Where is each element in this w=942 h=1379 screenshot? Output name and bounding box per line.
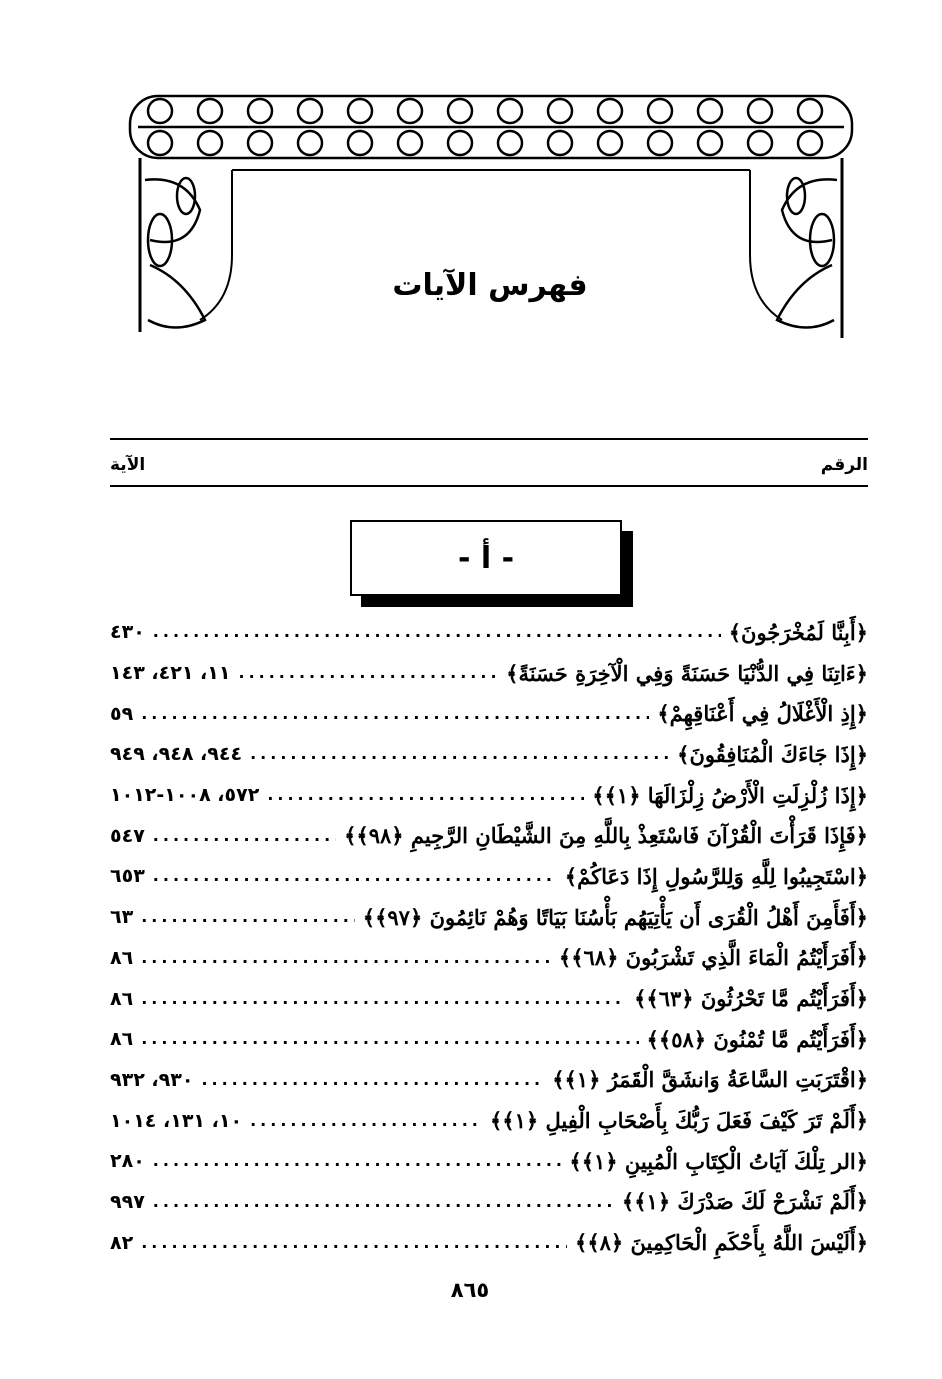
dot-leader <box>238 663 498 683</box>
index-entry <box>110 1060 868 1101</box>
dot-leader <box>141 948 551 968</box>
page-refs: ٦٣ <box>110 906 134 929</box>
page-refs: ١٠، ١٣١، ١٠١٤ <box>110 1109 243 1132</box>
verse-text: ﴿الر تِلْكَ آيَاتُ الْكِتَابِ الْمُبِينِ ﴿١﴾﴾ <box>569 1148 868 1174</box>
header-top-rule <box>110 438 868 440</box>
page-refs: ١١، ٤٢١، ١٤٣ <box>110 662 231 685</box>
verse-text: ﴿أَلَمْ نَشْرَحْ لَكَ صَدْرَكَ ﴿١﴾﴾ <box>621 1189 868 1215</box>
dot-leader <box>141 1029 638 1049</box>
page-refs: ٢٨٠ <box>110 1150 145 1173</box>
dot-leader <box>153 1151 562 1171</box>
section-letter-box <box>350 520 622 596</box>
dot-leader <box>250 744 669 764</box>
index-entry <box>110 612 868 653</box>
verse-text: ﴿أَفَأَمِنَ أَهْلُ الْقُرَى أَن يَأْتِيَهُم بَأْسُنَا بَيَاتًا وَهُمْ نَائِمُونَ ﴿٩٧﴾﴾ <box>362 904 868 930</box>
page-refs: ٩٣٠، ٩٣٢ <box>110 1068 194 1091</box>
dot-leader <box>141 907 355 927</box>
index-entry <box>110 734 868 775</box>
section-letter: - أ - <box>457 540 515 576</box>
page-refs: ٥٩ <box>110 702 134 725</box>
page-number: ٨٦٥ <box>450 1278 490 1302</box>
dot-leader <box>153 622 721 642</box>
verse-text: ﴿أَلَمْ تَرَ كَيْفَ فَعَلَ رَبُّكَ بِأَصْحَابِ الْفِيلِ ﴿١﴾﴾ <box>489 1108 868 1134</box>
index-entry <box>110 775 868 816</box>
verse-text: ﴿أَفَرَأَيْتُم مَّا تَحْرُثُونَ ﴿٦٣﴾﴾ <box>634 986 868 1012</box>
page-refs: ٩٤٤، ٩٤٨، ٩٤٩ <box>110 743 243 766</box>
page-refs: ٨٢ <box>110 1231 134 1254</box>
page-refs: ٤٣٠ <box>110 621 145 644</box>
index-entry <box>110 1100 868 1141</box>
verse-text: ﴿أَفَرَأَيْتُمُ الْمَاءَ الَّذِي تَشْرَبُونَ ﴿٦٨﴾﴾ <box>558 945 868 971</box>
verse-text: ﴿إِذَا جَاءَكَ الْمُنَافِقُونَ﴾ <box>677 741 868 767</box>
page-refs: ٩٩٧ <box>110 1190 145 1213</box>
dot-leader <box>153 866 557 886</box>
verse-text: ﴿أَفَرَأَيْتُم مَّا تُمْنُونَ ﴿٥٨﴾﴾ <box>646 1026 868 1052</box>
page-refs: ٦٥٣ <box>110 865 145 888</box>
column-header-verse: الآية <box>110 455 146 475</box>
verse-text: ﴿اقْتَرَبَتِ السَّاعَةُ وَانشَقَّ الْقَمَرُ ﴿١﴾﴾ <box>552 1067 868 1093</box>
ornamental-frame <box>0 0 942 360</box>
index-entry <box>110 1019 868 1060</box>
page-refs: ٨٦ <box>110 946 134 969</box>
page-refs: ٥٤٧ <box>110 824 145 847</box>
dot-leader <box>250 1111 482 1131</box>
verse-text: ﴿ءَاتِنَا فِي الدُّنْيَا حَسَنَةً وَفِي الْآخِرَةِ حَسَنَةً﴾ <box>506 660 868 686</box>
index-entry <box>110 938 868 979</box>
index-entry <box>110 1141 868 1182</box>
index-entry <box>110 1222 868 1263</box>
verse-index-list <box>110 612 868 1263</box>
dot-leader <box>267 785 584 805</box>
index-entry <box>110 856 868 897</box>
index-entry <box>110 653 868 694</box>
column-header-number: الرقم <box>820 455 868 475</box>
index-entry <box>110 1182 868 1223</box>
dot-leader <box>153 826 336 846</box>
page-refs: ٨٦ <box>110 987 134 1010</box>
verse-text: ﴿فَإِذَا قَرَأْتَ الْقُرْآنَ فَاسْتَعِذْ بِاللَّهِ مِنَ الشَّيْطَانِ الرَّجِيمِ ﴿٩٨﴾﴾ <box>344 823 868 849</box>
verse-text: ﴿اسْتَجِيبُوا لِلَّهِ وَلِلرَّسُولِ إِذَا دَعَاكُمْ﴾ <box>564 863 868 889</box>
verse-text: ﴿إِذِ الْأَغْلَالُ فِي أَعْنَاقِهِمْ﴾ <box>657 701 868 727</box>
dot-leader <box>141 989 626 1009</box>
index-entry <box>110 693 868 734</box>
index-entry <box>110 897 868 938</box>
dot-leader <box>153 1192 614 1212</box>
dot-leader <box>201 1070 544 1090</box>
page-title: فهرس الآيات <box>392 268 588 303</box>
index-entry <box>110 978 868 1019</box>
header-bottom-rule <box>110 485 868 487</box>
verse-text: ﴿أَبِنَّا لَمُخْرَجُونَ﴾ <box>728 619 868 645</box>
page-refs: ٥٧٢، ١٠٠٨-١٠١٢ <box>110 784 260 807</box>
page-refs: ٨٦ <box>110 1028 134 1051</box>
verse-text: ﴿إِذَا زُلْزِلَتِ الْأَرْضُ زِلْزَالَهَا ﴿١﴾﴾ <box>592 782 868 808</box>
verse-text: ﴿أَلَيْسَ اللَّهُ بِأَحْكَمِ الْحَاكِمِينَ ﴿٨﴾﴾ <box>575 1230 868 1256</box>
index-entry <box>110 815 868 856</box>
dot-leader <box>141 704 649 724</box>
dot-leader <box>141 1233 567 1253</box>
column-header-row <box>110 452 868 478</box>
